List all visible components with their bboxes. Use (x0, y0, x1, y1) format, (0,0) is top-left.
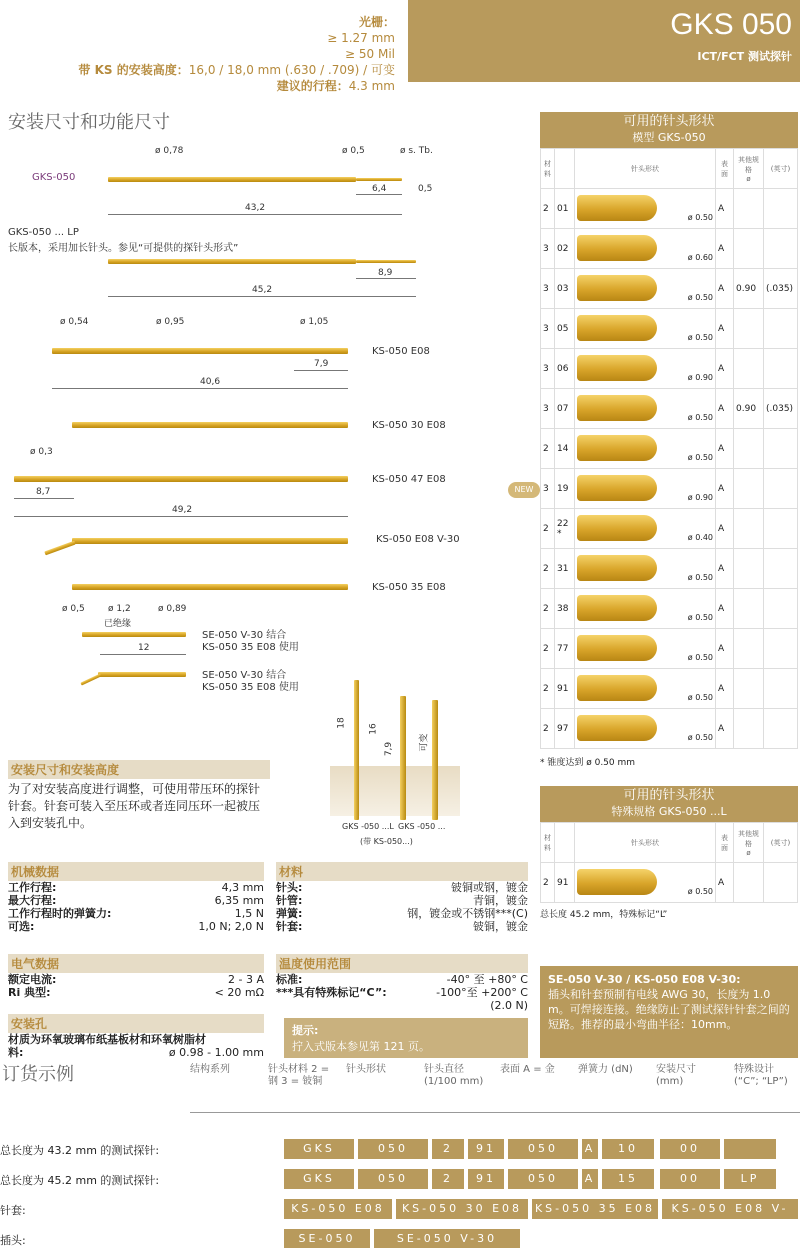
ks-sleeve-4-bend (44, 541, 75, 556)
dim-05: 0,5 (418, 184, 433, 194)
col-shape: 针头形状 (575, 149, 716, 189)
col-shape-2: 针头形状 (575, 823, 716, 863)
dim-d05b: ø 0,5 (62, 604, 85, 614)
dim-dstb: ø s. Tb. (400, 146, 433, 156)
special-tip-table (540, 786, 798, 920)
dim-d12: ø 1,2 (108, 604, 131, 614)
tip-table-model: 模型 GKS-050 (632, 131, 706, 144)
temp-row: 标准: -40° 至 +80° C (276, 973, 528, 986)
special-table-title: 可用的针头形状 (623, 788, 715, 803)
dim-line-89 (356, 278, 416, 279)
hint-title: 提示: (292, 1024, 319, 1037)
install-block (8, 760, 270, 832)
table-row: 2 91 ø 0.50 A (541, 863, 798, 903)
tip-shape-image (577, 235, 657, 261)
order-col-size: 安装尺寸 (mm) (656, 1064, 696, 1087)
special-footnote: 总长度 45.2 mm，特殊标记“L” (540, 910, 668, 920)
elec-title: 电气数据 (8, 954, 264, 973)
tip-shape-image (577, 715, 657, 741)
dim-line-79 (294, 370, 348, 371)
header-specs (78, 14, 395, 94)
tip-shape-image (577, 595, 657, 621)
ks2-label: KS-050 30 E08 (372, 420, 446, 431)
order-col-material: 针头材料 2 = 钢 3 = 铍铜 (268, 1064, 330, 1087)
dim-d054: ø 0,54 (60, 317, 89, 327)
dim-64: 6,4 (372, 184, 387, 194)
order-col-shape: 针头形状 (346, 1064, 386, 1075)
tip-shapes-table (540, 112, 798, 768)
table-row: 2 01 ø 0.50 A (541, 189, 798, 229)
elec-block (8, 954, 264, 999)
col-inch: (英寸) (764, 149, 798, 189)
col-inch-2: (英寸) (764, 823, 798, 863)
dim-89: 8,9 (378, 268, 393, 278)
dim-d089: ø 0,89 (158, 604, 187, 614)
tip-shape-image (577, 315, 657, 341)
order-cell: 050 (508, 1169, 578, 1189)
special-table-header (540, 786, 798, 822)
temp-block (276, 954, 528, 1012)
label-gks050: GKS-050 (32, 172, 76, 183)
hole-title: 安装孔 (8, 1014, 264, 1033)
dim-d105: ø 1,05 (300, 317, 329, 327)
temp-extra: (2.0 N) (490, 999, 528, 1012)
table-row: 3 07 ø 0.50 A 0.90 (.035) (541, 389, 798, 429)
col-dia-2: 其他规格 ø (734, 823, 764, 863)
tip-table (540, 148, 798, 749)
hint-box (284, 1018, 528, 1058)
lp-desc: 长版本，采用加长针头。参见“可提供的探针头形式” (8, 243, 239, 254)
special-table (540, 822, 798, 903)
tip-shape-image (577, 395, 657, 421)
order-cell: 10 (602, 1139, 654, 1159)
probe-plunger-1 (356, 178, 402, 181)
table-row: 2 22 * ø 0.40 A (541, 509, 798, 549)
order-row4-label: 插头: (0, 1234, 26, 1247)
dim-432: 43,2 (245, 203, 266, 213)
order-cell: LP (724, 1169, 776, 1189)
se1b-label: KS-050 35 E08 使用 (202, 642, 299, 653)
probe-plunger-lp (356, 260, 416, 263)
col-material-2: 材料 (541, 823, 555, 863)
new-badge: NEW (508, 482, 540, 498)
order-cell: KS-050 E08 V-30 (662, 1199, 798, 1219)
se-note-title: SE-050 V-30 / KS-050 E08 V-30: (548, 973, 741, 986)
dim-d03: ø 0,3 (30, 447, 53, 457)
material-row: 针头: 铍铜或钢，镀金 (276, 881, 528, 894)
order-cell: 2 (432, 1169, 464, 1189)
order-row3-label: 针套: (0, 1204, 26, 1217)
special-table-model: 特殊规格 GKS-050 ...L (611, 805, 727, 818)
dim-h16: 16 (368, 723, 379, 735)
tip-shape-image (577, 869, 657, 895)
install-title: 安装尺寸和安装高度 (8, 760, 270, 779)
ks-sleeve-4 (72, 538, 348, 544)
table-row: 3 03 ø 0.50 A 0.90 (.035) (541, 269, 798, 309)
tip-shape-image (577, 475, 657, 501)
dim-79: 7,9 (314, 359, 329, 369)
hole-block (8, 1014, 264, 1059)
se-connector-2-bend (80, 673, 101, 685)
dim-line-64 (356, 194, 402, 195)
ks-sleeve-3 (14, 476, 348, 482)
order-cell: 00 (660, 1139, 720, 1159)
temp-title: 温度使用范围 (276, 954, 528, 973)
se-note-box (540, 966, 798, 1058)
dim-line-492 (14, 516, 348, 517)
dim-d095: ø 0,95 (156, 317, 185, 327)
vertical-probe-1 (354, 680, 359, 820)
hint-text: 拧入式版本参见第 121 页。 (292, 1040, 430, 1053)
dim-492: 49,2 (172, 505, 193, 515)
dim-h18: 18 (336, 717, 347, 729)
dim-line-406 (52, 388, 348, 389)
caption-3: (带 KS-050...) (360, 837, 413, 846)
order-cell: 91 (468, 1169, 504, 1189)
dim-line-12 (100, 654, 186, 655)
tip-footnote: * 锥度达到 ø 0.50 mm (540, 758, 636, 768)
mech-row: 工作行程: 4,3 mm (8, 881, 264, 894)
col-material: 材料 (541, 149, 555, 189)
vertical-probe-2 (400, 696, 406, 820)
grid-label: 光栅： (358, 15, 395, 29)
se-connector-2 (98, 672, 186, 677)
elec-row: Ri 典型: < 20 mΩ (8, 986, 264, 999)
mech-block (8, 862, 264, 933)
ks1-label: KS-050 E08 (372, 346, 430, 357)
elec-row: 额定电流: 2 - 3 A (8, 973, 264, 986)
product-title: GKS 050 (670, 8, 792, 41)
material-row: 针管: 青铜，镀金 (276, 894, 528, 907)
tip-shape-image (577, 675, 657, 701)
grid-mm: ≥ 1.27 mm (327, 31, 395, 45)
mech-row: 工作行程时的弹簧力: 1,5 N (8, 907, 264, 920)
dim-h79: 7,9 (384, 741, 395, 757)
mech-row: 可选: 1,0 N; 2,0 N (8, 920, 264, 933)
order-cell: KS-050 35 E08 (532, 1199, 658, 1219)
stroke-line: 建议的行程：4.3 mm (276, 79, 395, 93)
se-connector-1 (82, 632, 186, 637)
tip-table-title: 可用的针头形状 (623, 114, 715, 129)
ks-sleeve-2 (72, 422, 348, 428)
lp-title: GKS-050 ... LP (8, 227, 79, 238)
material-block (276, 862, 528, 933)
order-col-special: 特殊设计 (“C”; “LP”) (734, 1064, 788, 1087)
dim-d05: ø 0,5 (342, 146, 365, 156)
se1-label: SE-050 V-30 结合 (202, 630, 287, 641)
dim-452: 45,2 (252, 285, 273, 295)
mech-row: 最大行程: 6,35 mm (8, 894, 264, 907)
product-subtitle: ICT/FCT 测试探针 (697, 50, 792, 63)
caption-2: GKS -050 ... (398, 822, 446, 831)
dim-hvar: 可变 (419, 733, 430, 752)
dim-406: 40,6 (200, 377, 221, 387)
order-cell: A (582, 1139, 598, 1159)
header-banner (408, 0, 800, 82)
technical-drawings (0, 140, 535, 860)
col-surface-2: 表面 (716, 823, 734, 863)
dim-12: 12 (138, 643, 150, 653)
install-text: 为了对安装高度进行调整，可使用带压环的探针针套。针套可装入至压环或者连同压环一起被压入到安装孔中。 (8, 782, 261, 830)
col-dia: 其他规格 ø (734, 149, 764, 189)
temp-row: ***具有特殊标记“C”: -100°至 +200° C (276, 986, 528, 999)
table-row: 2 38 ø 0.50 A (541, 589, 798, 629)
insulated-label: 已绝缘 (104, 619, 132, 629)
table-row: 3 05 ø 0.50 A (541, 309, 798, 349)
tip-shape-image (577, 515, 657, 541)
col-surface: 表面 (716, 149, 734, 189)
dim-line-87 (14, 498, 74, 499)
table-row: 2 77 ø 0.50 A (541, 629, 798, 669)
hole-value: ø 0.98 - 1.00 mm (168, 1046, 264, 1059)
order-cell: 00 (660, 1169, 720, 1189)
ks-sleeve-1 (52, 348, 348, 354)
order-col-spring: 弹簧力 (dN) (578, 1064, 633, 1075)
order-cell: A (582, 1169, 598, 1189)
caption-1: GKS -050 ...L (342, 822, 394, 831)
order-cell: 15 (602, 1169, 654, 1189)
material-row: 弹簧: 钢，镀金或不锈钢***(C) (276, 907, 528, 920)
dim-d078: ø 0,78 (155, 146, 184, 156)
order-cell: 91 (468, 1139, 504, 1159)
order-row1-label: 总长度为 43.2 mm 的测试探针: (0, 1144, 160, 1157)
order-cell: KS-050 30 E08 (396, 1199, 528, 1219)
table-row: 2 97 ø 0.50 A (541, 709, 798, 749)
order-cell: KS-050 E08 (284, 1199, 392, 1219)
tip-shape-image (577, 555, 657, 581)
se2-label: SE-050 V-30 结合 (202, 670, 287, 681)
vertical-probe-3 (432, 700, 438, 820)
board-illustration (330, 766, 460, 816)
ks4-label: KS-050 E08 V-30 (376, 534, 460, 545)
order-cell: GKS (284, 1139, 354, 1159)
order-col-surface: 表面 A = 金 (500, 1064, 555, 1075)
hole-line2: 料: (8, 1046, 24, 1059)
order-cell: 2 (432, 1139, 464, 1159)
tip-shape-image (577, 435, 657, 461)
grid-mil: ≥ 50 Mil (345, 47, 395, 61)
se-note-text: 插头和针套预制有电线 AWG 30，长度为 1.0 m。可焊接连接。绝缘防止了测试探针针套之间的短路。推荐的最小弯曲半径：10mm。 (548, 988, 790, 1031)
order-cell: SE-050 V-30 (374, 1229, 520, 1248)
material-title: 材料 (276, 862, 528, 881)
table-row: 3 02 ø 0.60 A (541, 229, 798, 269)
table-row: 2 31 ø 0.50 A (541, 549, 798, 589)
order-cell: 050 (358, 1139, 428, 1159)
order-cell: GKS (284, 1169, 354, 1189)
ks3-label: KS-050 47 E08 (372, 474, 446, 485)
dim-line-432 (108, 214, 402, 215)
order-col-series: 结构系列 (190, 1064, 230, 1075)
order-col-dia: 针头直径 (1/100 mm) (424, 1064, 484, 1087)
table-row: 3 19 ø 0.90 A (541, 469, 798, 509)
mech-title: 机械数据 (8, 862, 264, 881)
table-row: 2 14 ø 0.50 A (541, 429, 798, 469)
dim-line-452 (108, 296, 416, 297)
ks-sleeve-5 (72, 584, 348, 590)
tip-table-header (540, 112, 798, 148)
order-cell: SE-050 (284, 1229, 370, 1248)
order-divider (190, 1112, 800, 1113)
order-row2-label: 总长度为 45.2 mm 的测试探针: (0, 1174, 160, 1187)
dim-87: 8,7 (36, 487, 51, 497)
section-title-dimensions: 安装尺寸和功能尺寸 (8, 112, 170, 133)
order-cell: 050 (358, 1169, 428, 1189)
tip-shape-image (577, 275, 657, 301)
order-cell (724, 1139, 776, 1159)
height-line: 带 KS 的安装高度：16,0 / 18,0 mm (.630 / .709) / 可变 (78, 63, 395, 77)
material-row: 针套: 铍铜，镀金 (276, 920, 528, 933)
tip-shape-image (577, 355, 657, 381)
hole-line1: 材质为环氧玻璃布纸基板材和环氧树脂材 (8, 1033, 206, 1046)
se2b-label: KS-050 35 E08 使用 (202, 682, 299, 693)
tip-shape-image (577, 635, 657, 661)
order-title: 订货示例 (2, 1064, 74, 1085)
ks5-label: KS-050 35 E08 (372, 582, 446, 593)
tip-shape-image (577, 195, 657, 221)
order-cell: 050 (508, 1139, 578, 1159)
table-row: 3 06 ø 0.90 A (541, 349, 798, 389)
probe-barrel-1 (108, 177, 356, 182)
probe-barrel-lp (108, 259, 356, 264)
table-row: 2 91 ø 0.50 A (541, 669, 798, 709)
